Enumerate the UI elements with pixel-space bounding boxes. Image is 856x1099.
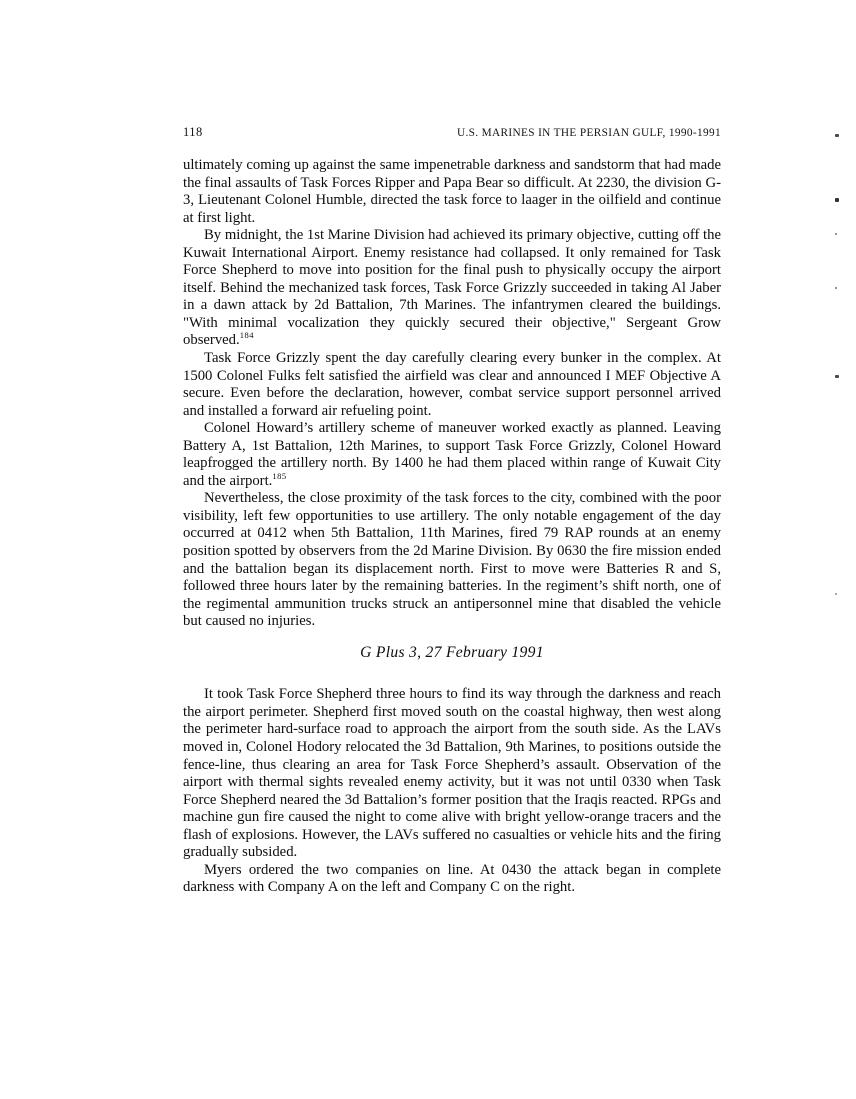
paragraph-text: Myers ordered the two companies on line. At 0430 the attack began in complete darkness with Company A on the left and Company C on the right. bbox=[183, 861, 721, 896]
page-header bbox=[183, 125, 721, 140]
page-number: 118 bbox=[183, 125, 203, 139]
paragraph bbox=[183, 350, 721, 420]
scan-speck bbox=[835, 134, 839, 137]
paragraph-text: ultimately coming up against the same impenetrable darkness and sandstorm that had made the final assaults of Task Forces Ripper and Papa Bear so difficult. At 2230, the division G-3, Lieutenant Colonel Humble, directed the task force to laager in the oilfield and continue at first light. bbox=[183, 157, 721, 226]
scan-speck bbox=[835, 287, 837, 289]
paragraph-text: Task Force Grizzly spent the day carefully clearing every bunker in the complex. At 1500 Colonel Fulks felt satisfied the airfield was clear and announced I MEF Objective A secure. Even before the declaration, however, combat service support personnel arrived and installed a forward air refueling point. bbox=[183, 350, 721, 419]
scan-speck bbox=[835, 593, 837, 595]
paragraph bbox=[183, 227, 721, 350]
paragraph bbox=[183, 490, 721, 630]
footnote-ref: 185 bbox=[272, 470, 287, 481]
paragraph-text: By midnight, the 1st Marine Division had achieved its primary objective, cutting off the Kuwait International Airport. Enemy resistance had collapsed. It only remained for Task Force Shepherd to move into position for the final push to physically occupy the airport itself. Behind the mechanized task forces, Task Force Grizzly succeeded in taking Al Jaber in a dawn attack by 2d Battalion, 7th Marines. The infantrymen cleared the buildings. "With minimal vocalization they quickly secured their objective," Sergeant Grow observed. bbox=[183, 227, 721, 349]
paragraph-text: Nevertheless, the close proximity of the task forces to the city, combined with the poor visibility, left few opportunities to use artillery. The only notable engagement of the day occurred at 0412 when 5th Battalion, 11th Marines, fired 79 RAP rounds at an enemy position spotted by observers from the 2d Marine Division. By 0630 the fire mission ended and the battalion began its displacement north. First to move were Batteries R and S, followed three hours later by the remaining batteries. In the regiment’s shift north, one of the regimental ammunition trucks struck an antipersonnel mine that disabled the vehicle but caused no injuries. bbox=[183, 490, 721, 630]
scan-speck bbox=[835, 375, 839, 378]
scan-speck bbox=[835, 233, 837, 235]
running-header-title: U.S. MARINES IN THE PERSIAN GULF, 1990-1991 bbox=[456, 127, 721, 139]
section-heading: G Plus 3, 27 February 1991 bbox=[360, 643, 544, 661]
paragraph bbox=[183, 420, 721, 490]
paragraph-text: It took Task Force Shepherd three hours to find its way through the darkness and reach the airport perimeter. Shepherd first moved south on the coastal highway, then west along the perimeter hard-surface road to approach the airport from the south side. As the LAVs moved in, Colonel Hodory relocated the 3d Battalion, 9th Marines, to positions outside the fence-line, thus clearing an area for Task Force Shepherd’s assault. Observation of the airport with thermal sights revealed enemy activity, but it was not until 0330 when Task Force Shepherd neared the 3d Battalion’s former position that the Iraqis reacted. RPGs and machine gun fire caused the night to come alive with bright yellow-orange tracers and the flash of explosions. However, the LAVs suffered no casualties or vehicle hits and the firing gradually subsided. bbox=[183, 686, 721, 861]
scan-speck bbox=[835, 198, 839, 202]
paragraph bbox=[183, 157, 721, 227]
paragraph bbox=[183, 686, 721, 861]
body-text bbox=[183, 157, 721, 897]
paragraph-text: Colonel Howard’s artillery scheme of maneuver worked exactly as planned. Leaving Battery A, 1st Battalion, 12th Marines, to support Task Force Grizzly, Colonel Howard leapfrogged the artillery north. By 1400 he had them placed within range of Kuwait City and the airport. bbox=[183, 420, 721, 489]
paragraph bbox=[183, 862, 721, 897]
footnote-ref: 184 bbox=[239, 330, 254, 341]
